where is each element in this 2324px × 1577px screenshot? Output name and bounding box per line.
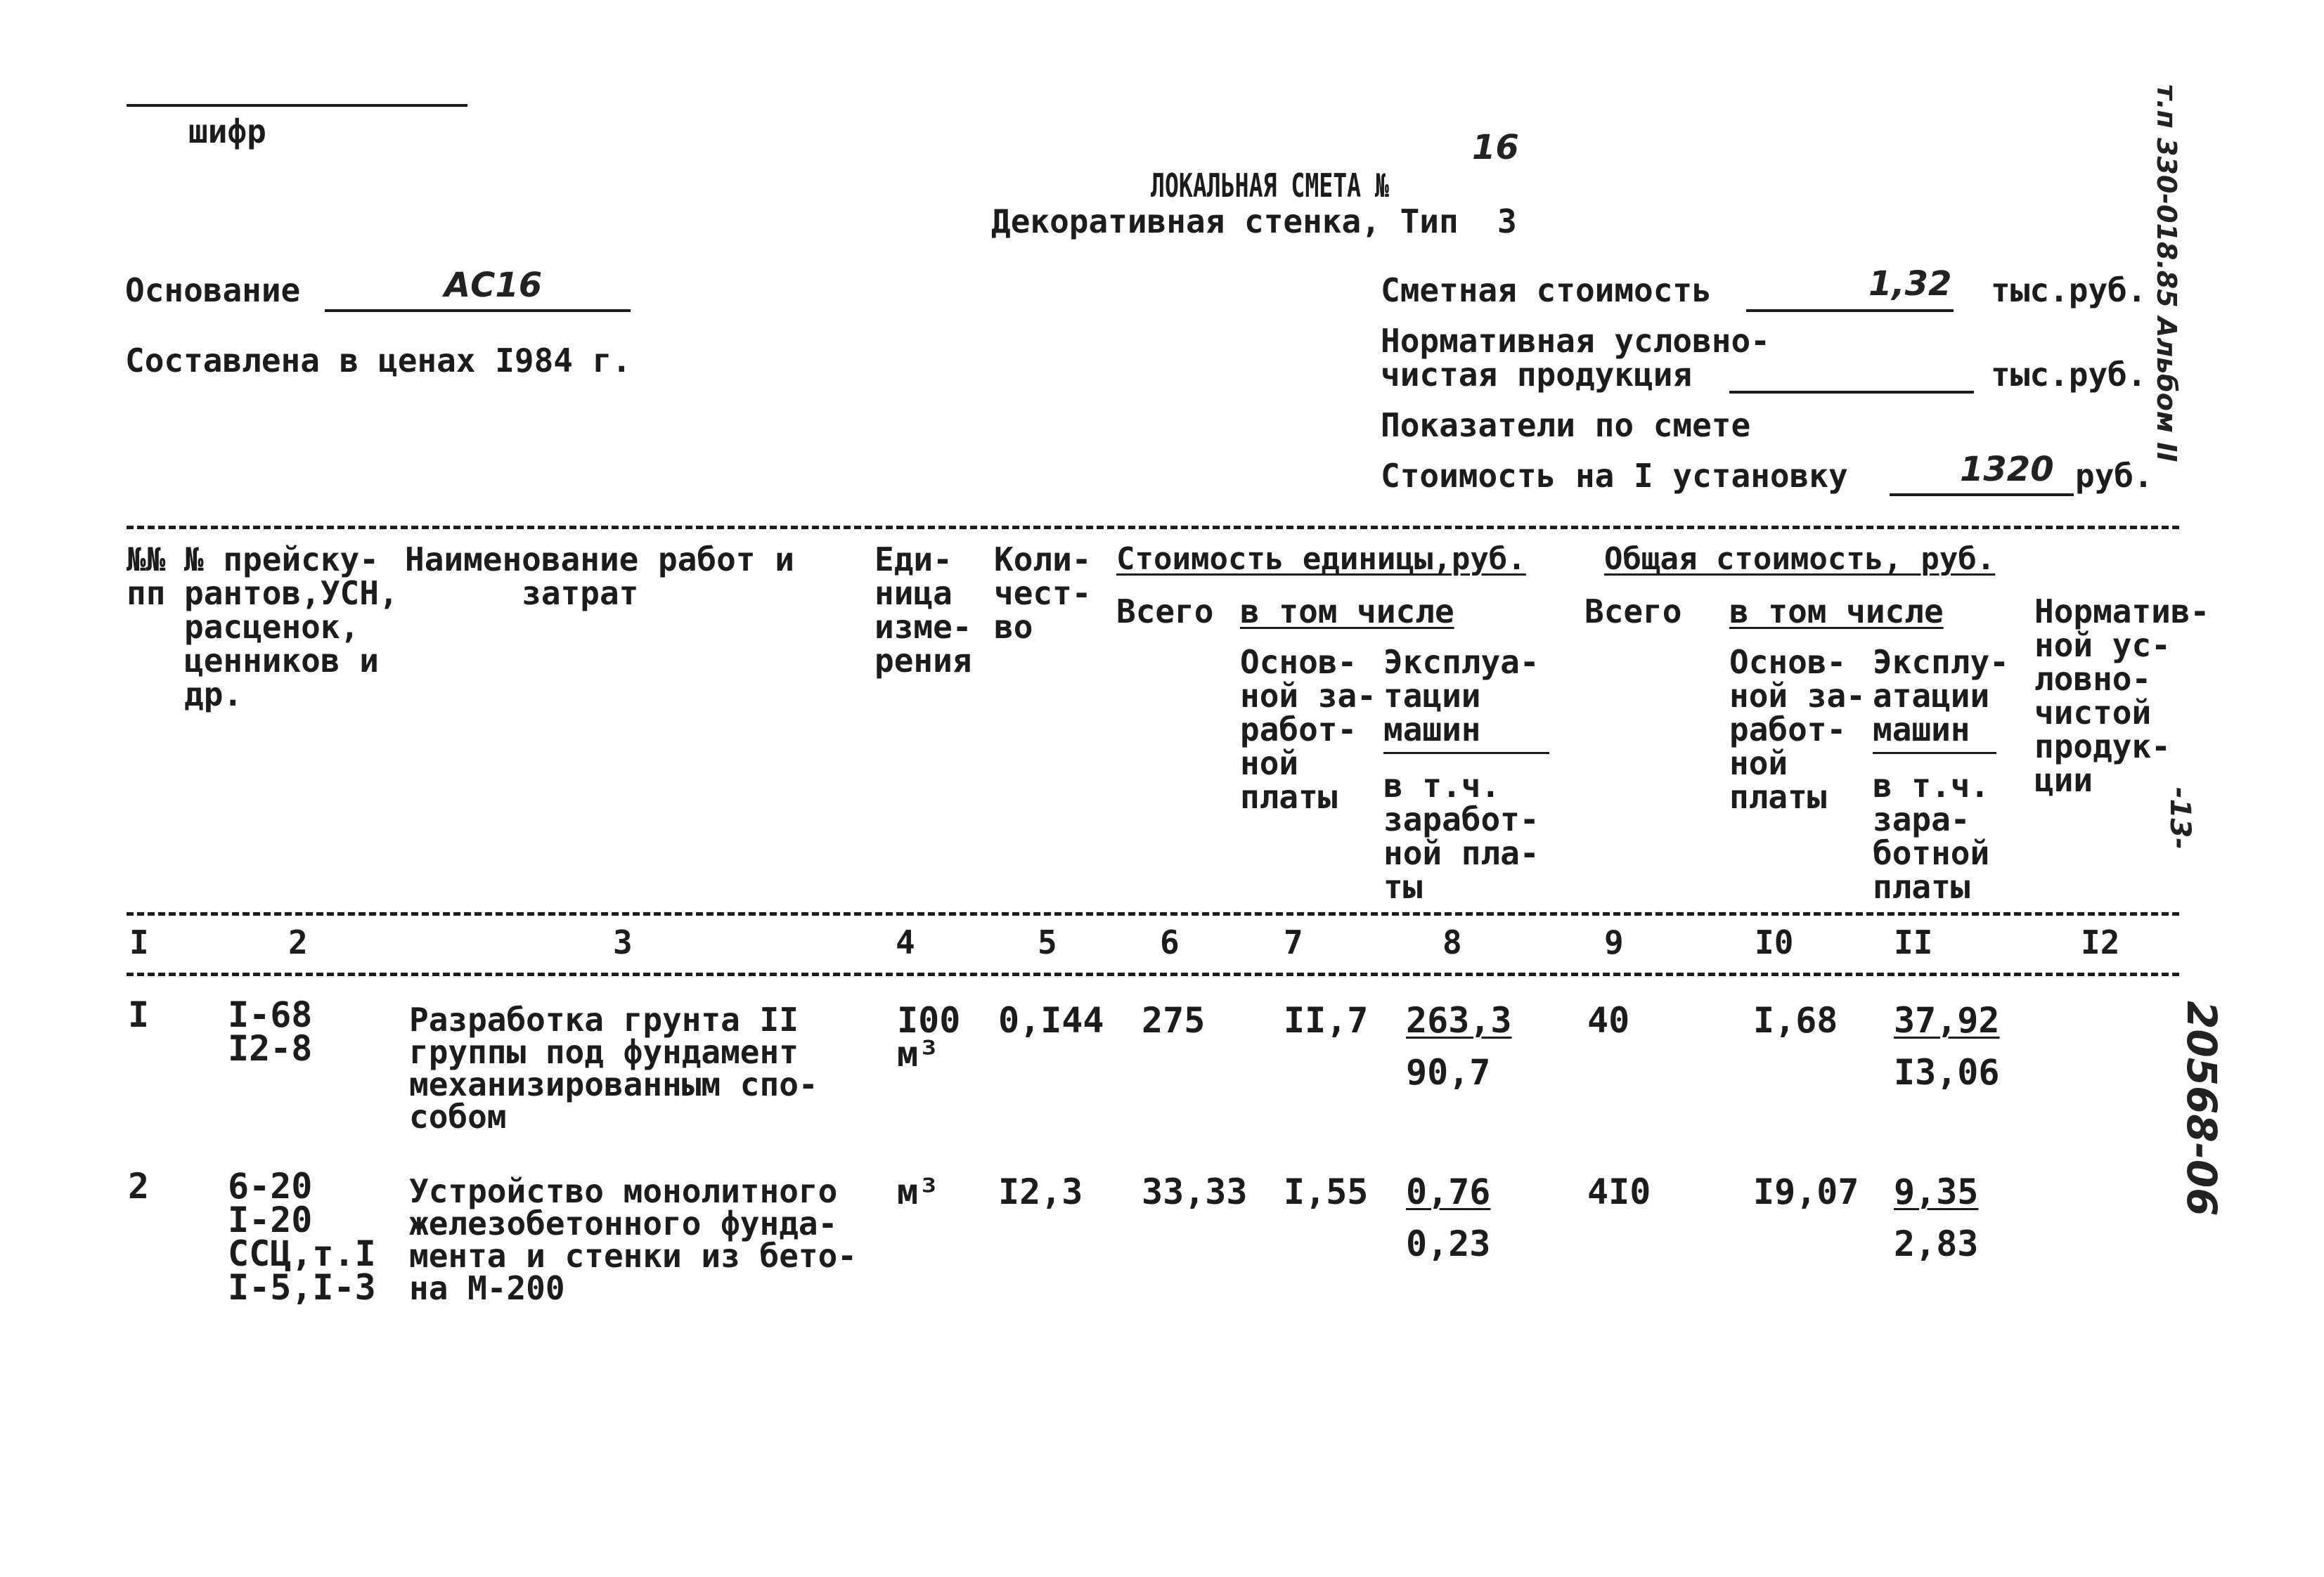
basis-label: Основание bbox=[125, 271, 301, 309]
row-unit-machine-wage: 0,23 bbox=[1406, 1224, 1491, 1264]
per-install-unit: руб. bbox=[2075, 457, 2153, 495]
row-number: I bbox=[128, 994, 150, 1035]
cost-underline bbox=[1746, 309, 1954, 312]
cipher-rule bbox=[127, 104, 467, 107]
margin-page-mark: -13- bbox=[2164, 787, 2196, 850]
per-install-underline bbox=[1890, 493, 2074, 496]
basis-value: АС16 bbox=[444, 266, 543, 305]
row-number: 2 bbox=[128, 1166, 150, 1207]
unit-incl-header: в том числе bbox=[1240, 592, 1454, 630]
normative-unit: тыс.руб. bbox=[1991, 356, 2147, 394]
cost-unit: тыс.руб. bbox=[1991, 271, 2147, 309]
margin-album-note: т.п 330-018.85 Альбом II bbox=[2151, 84, 2182, 462]
per-install-value: 1320 bbox=[1960, 450, 2054, 489]
col-8-divider bbox=[1383, 752, 1549, 754]
row-total-machine-wage: 2,83 bbox=[1894, 1224, 1979, 1264]
column-number: II bbox=[1894, 923, 1933, 961]
margin-doc-number: 20568-06 bbox=[2178, 1001, 2226, 1216]
row-total: 40 bbox=[1587, 1000, 1630, 1041]
col-11-divider bbox=[1873, 752, 1996, 754]
row-unit-total: 275 bbox=[1142, 1000, 1206, 1041]
col-header-6: Всего bbox=[1116, 592, 1214, 630]
row-code: 6-20 I-20 ССЦ,т.I I-5,I-3 bbox=[228, 1166, 376, 1308]
col-header-3: Наименование работ и затрат bbox=[405, 540, 794, 612]
col-header-8-bottom: в т.ч. заработ- ной пла- ты bbox=[1383, 767, 1539, 906]
indicators-label: Показатели по смете bbox=[1381, 406, 1751, 444]
row-unit: м³ bbox=[897, 1172, 940, 1212]
col-header-4: Еди- ница изме- рения bbox=[874, 540, 972, 680]
column-number: I bbox=[129, 923, 149, 961]
row-total-machine: 9,35 bbox=[1894, 1172, 1979, 1212]
column-number: 7 bbox=[1284, 923, 1303, 961]
row-name: Разработка грунта II группы под фундамент механизированным спо- собом bbox=[409, 1001, 818, 1136]
unit-cost-group-header: Стоимость единицы,руб. bbox=[1116, 541, 1526, 577]
normative-label-2: чистая продукция bbox=[1381, 356, 1693, 394]
col-header-12: Норматив- ной ус- ловно- чистой продук- ции bbox=[2034, 592, 2210, 799]
basis-underline bbox=[325, 309, 631, 312]
row-code: I-68 I2-8 bbox=[228, 994, 313, 1069]
row-unit: I00 м³ bbox=[897, 1000, 961, 1075]
column-number: 9 bbox=[1604, 923, 1624, 961]
total-cost-group-header: Общая стоимость, руб. bbox=[1604, 541, 1996, 577]
column-numbers-bottom-rule bbox=[127, 973, 2179, 976]
column-number: 6 bbox=[1160, 923, 1180, 961]
normative-label-1: Нормативная условно- bbox=[1381, 322, 1770, 360]
per-install-label: Стоимость на I установку bbox=[1381, 457, 1848, 495]
col-header-1: №№ пп bbox=[127, 540, 166, 612]
col-header-5: Коли- чест- во bbox=[994, 540, 1092, 646]
row-quantity: 0,I44 bbox=[998, 1000, 1104, 1041]
estimate-subtitle: Декоративная стенка, Тип 3 bbox=[991, 202, 1517, 240]
table-top-rule bbox=[127, 526, 2179, 529]
col-header-2: № прейску- рантов,УСН, расценок, ценников и др. bbox=[184, 540, 399, 713]
row-quantity: I2,3 bbox=[998, 1172, 1083, 1212]
column-number: I2 bbox=[2081, 923, 2120, 961]
row-unit-wage: I,55 bbox=[1284, 1172, 1369, 1212]
table-header-bottom-rule bbox=[127, 912, 2179, 916]
total-incl-header: в том числе bbox=[1729, 592, 1944, 630]
col-header-7: Основ- ной за- работ- ной платы bbox=[1240, 643, 1376, 816]
col-header-11-bottom: в т.ч. зара- ботной платы bbox=[1873, 767, 1990, 906]
row-unit-machine-wage: 90,7 bbox=[1406, 1052, 1491, 1093]
row-unit-wage: II,7 bbox=[1284, 1000, 1369, 1041]
row-name: Устройство монолитного железобетонного фунда- мента и стенки из бето- на М-200 bbox=[409, 1172, 857, 1307]
column-number: 5 bbox=[1038, 923, 1057, 961]
estimate-title-text: ЛОКАЛЬНАЯ СМЕТА № bbox=[1151, 167, 1390, 205]
row-total-machine: 37,92 bbox=[1894, 1000, 2000, 1041]
col-header-9: Всего bbox=[1584, 592, 1682, 630]
row-total-wage: I9,07 bbox=[1753, 1172, 1859, 1212]
cost-label: Сметная стоимость bbox=[1381, 271, 1712, 309]
column-number: 4 bbox=[896, 923, 915, 961]
column-number: I0 bbox=[1755, 923, 1794, 961]
cost-value: 1,32 bbox=[1868, 264, 1952, 304]
column-number: 3 bbox=[613, 923, 633, 961]
row-total: 4I0 bbox=[1587, 1172, 1651, 1212]
normative-underline bbox=[1729, 391, 1974, 394]
col-header-10: Основ- ной за- работ- ной платы bbox=[1729, 643, 1866, 816]
col-header-8-top: Эксплуа- тации машин bbox=[1383, 643, 1539, 748]
cipher-label: шифр bbox=[188, 112, 266, 150]
row-unit-total: 33,33 bbox=[1142, 1172, 1248, 1212]
estimate-number: 16 bbox=[1472, 128, 1519, 167]
prices-note: Составлена в ценах I984 г. bbox=[125, 342, 632, 379]
row-total-machine-wage: I3,06 bbox=[1894, 1052, 2000, 1093]
row-unit-machine: 263,3 bbox=[1406, 1000, 1512, 1041]
row-total-wage: I,68 bbox=[1753, 1000, 1838, 1041]
row-unit-machine: 0,76 bbox=[1406, 1172, 1491, 1212]
column-number: 2 bbox=[288, 923, 308, 961]
estimate-title bbox=[1112, 137, 1467, 205]
column-number: 8 bbox=[1442, 923, 1462, 961]
col-header-11-top: Эксплу- атации машин bbox=[1873, 643, 2009, 748]
